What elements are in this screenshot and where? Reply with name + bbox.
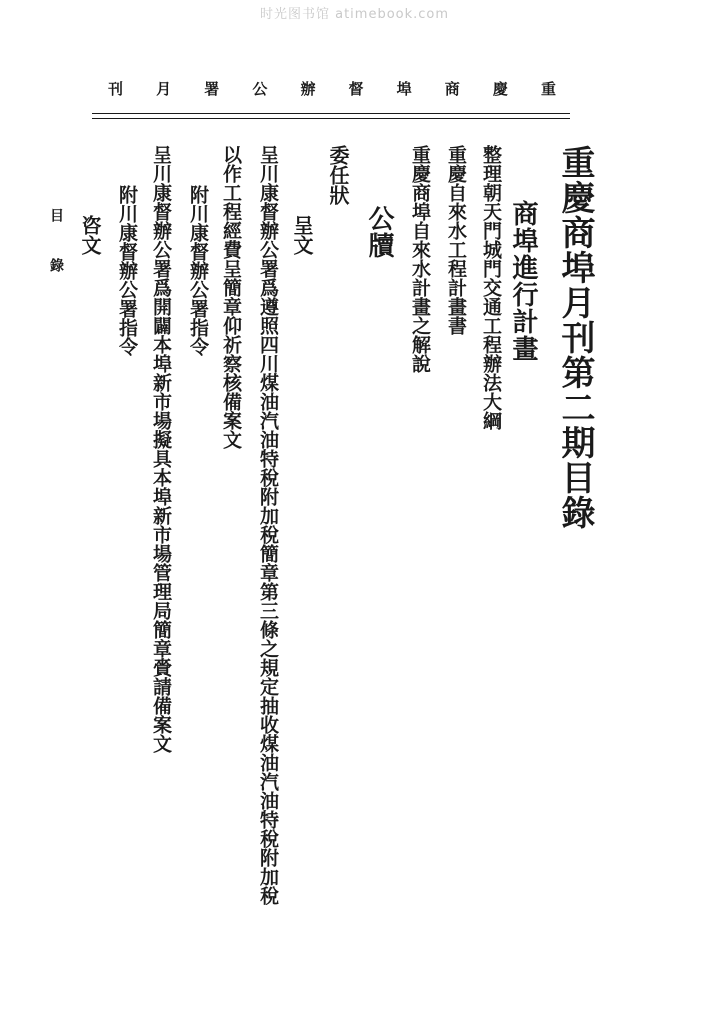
section-heading-documents: 公牘 xyxy=(364,205,394,259)
watermark: 时光图书馆 atimebook.com xyxy=(259,7,450,22)
toc-entry: 附川康督辦公署指令 xyxy=(187,185,209,356)
toc-entry: 委任狀 xyxy=(326,145,350,205)
header-char: 慶 xyxy=(492,80,508,98)
subsection-label: 呈文 xyxy=(290,215,314,255)
header-char: 埠 xyxy=(396,80,412,98)
toc-entry: 以作工程經費呈簡章仰祈察核備案文 xyxy=(220,145,242,449)
toc-entry: 呈川康督辦公署爲遵照四川煤油汽油特稅附加稅簡章第三條之規定抽收煤油汽油特稅附加稅 xyxy=(257,145,279,905)
header-char: 商 xyxy=(444,80,460,98)
toc-entry: 整理朝天門城門交通工程辦法大綱 xyxy=(480,145,502,430)
header-char: 公 xyxy=(252,80,268,98)
running-header xyxy=(108,78,556,99)
header-rule xyxy=(92,113,570,114)
header-char: 辦 xyxy=(300,80,316,98)
toc-entry: 附川康督辦公署指令 xyxy=(116,185,138,356)
header-char: 月 xyxy=(156,80,172,98)
toc-entry: 重慶商埠自來水計畫之解說 xyxy=(409,145,431,373)
page-footer-mark: 目錄 xyxy=(48,208,64,308)
header-char: 督 xyxy=(348,80,364,98)
toc-entry: 重慶自來水工程計畫書 xyxy=(445,145,467,335)
header-rule xyxy=(92,118,570,119)
page-title: 重慶商埠月刊第二期目錄 xyxy=(555,145,595,530)
header-char: 署 xyxy=(204,80,220,98)
header-char: 重 xyxy=(540,80,556,98)
subsection-label: 咨文 xyxy=(78,215,102,255)
toc-entry: 呈川康督辦公署爲開闢本埠新市場擬具本埠新市場管理局簡章賫請備案文 xyxy=(150,145,172,753)
section-heading-plan: 商埠進行計畫 xyxy=(508,200,538,362)
header-char: 刊 xyxy=(108,80,124,98)
